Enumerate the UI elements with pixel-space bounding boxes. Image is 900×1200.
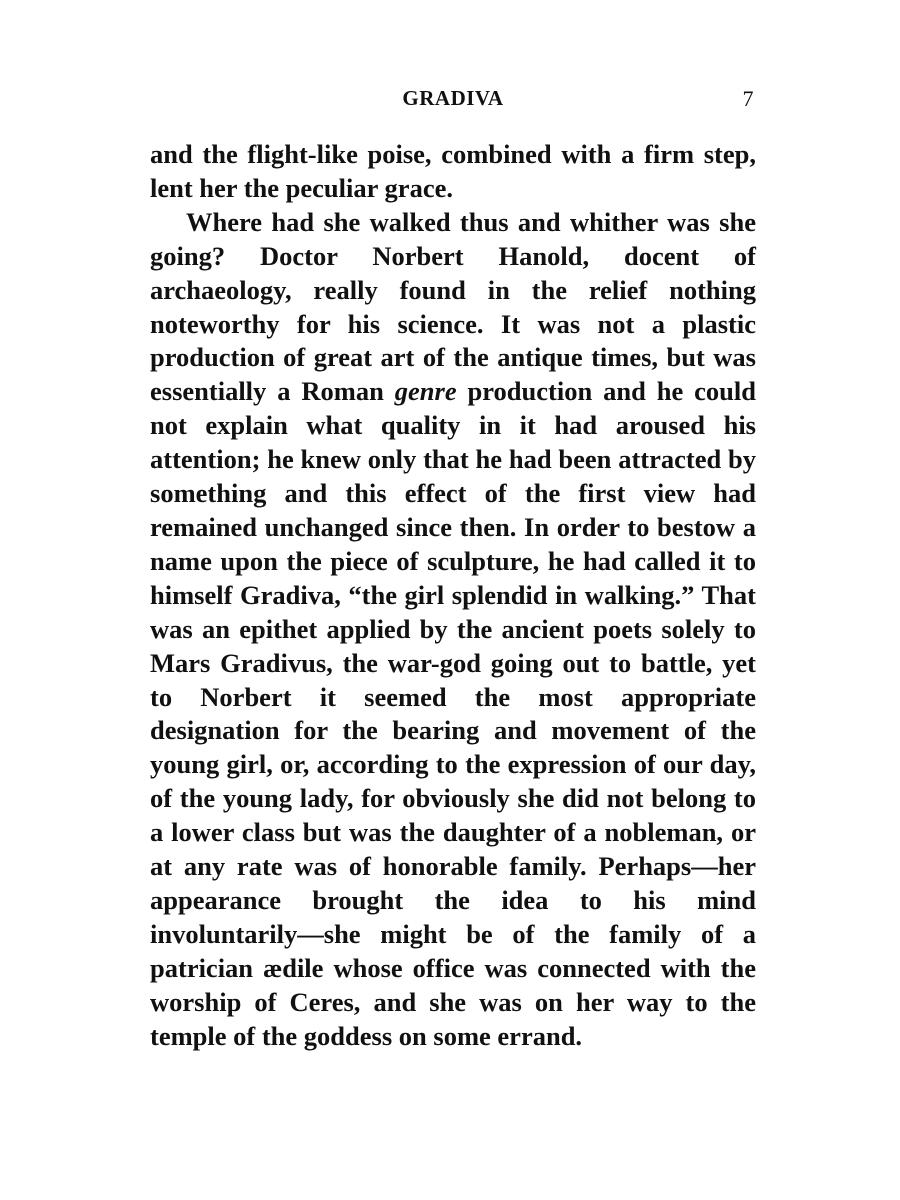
page-number: 7 — [742, 86, 754, 111]
running-header — [150, 86, 756, 120]
book-page — [150, 86, 756, 1053]
body-text — [150, 138, 756, 1053]
italic-term-genre: genre — [394, 376, 457, 407]
paragraph-text-start: Where had she walked thus and whither was she going? Doctor Norbert Hanold, docent of archaeology, really found in the relief nothing noteworthy for his science. It was not a plastic production of great art of the antique times, but was essentially a Roman — [150, 206, 756, 407]
paragraph-continuation: and the flight-like poise, combined with a firm step, lent her the peculiar grace. — [150, 139, 756, 203]
running-title: GRADIVA — [402, 86, 504, 110]
paragraph-text-end: production and he could not explain what quality in it had aroused his attention; he knew only that he had been attracted by something and this effect of the first view had remained unchanged since then. In order to bestow a name upon the piece of sculpture, he had called it to himself Gradiva, “the girl splendid in walking.” That was an epithet applied by the ancient poets solely to Mars Gradivus, the war-god going out to battle, yet to Norbert it seemed the most appropriate designation for the bearing and movement of the young girl, or, according to the expression of our day, of the young lady, for obviously she did not belong to a lower class but was the daughter of a nobleman, or at any rate was of honorable family. Perhaps—her appearance brought the idea to his mind involuntarily—she might be of the family of a patrician ædile whose office was connected with the worship of Ceres, and she was on her way to the temple of the goddess on some errand. — [150, 376, 757, 1051]
paragraph-gradiva-description — [150, 206, 756, 1054]
